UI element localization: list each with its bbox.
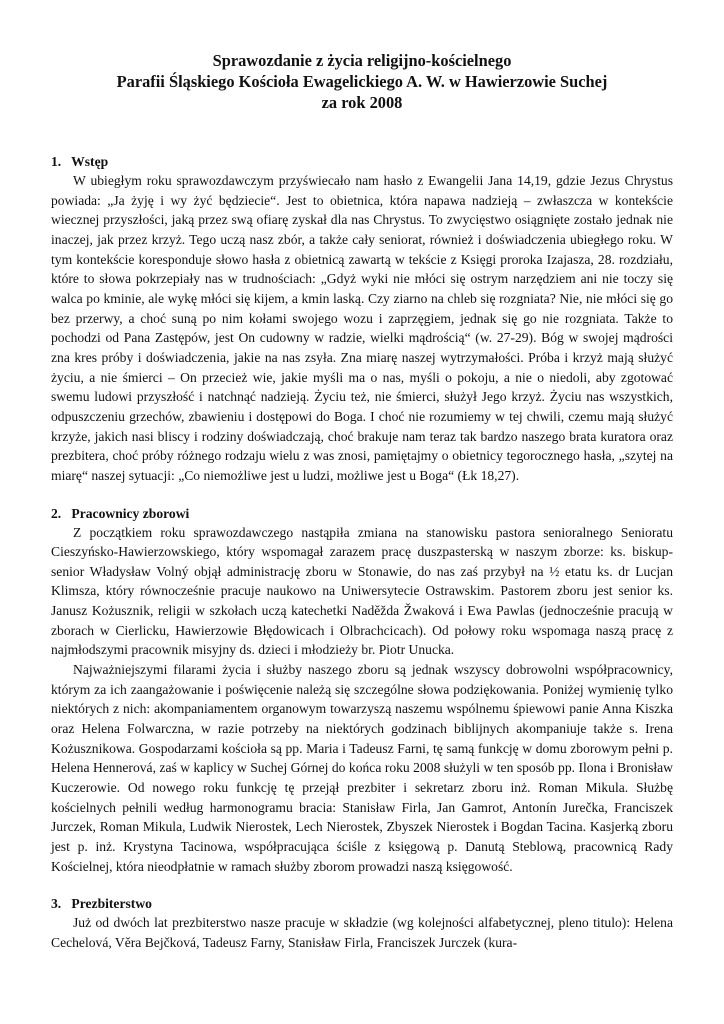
title-line-2: Parafii Śląskiego Kościoła Ewagelickiego A. W. w Hawierzowie Suchej — [116, 72, 608, 91]
title-line-3: za rok 2008 — [321, 93, 403, 112]
paragraph: Już od dwóch lat prezbiterstwo nasze pracuje w składzie (wg kolejności alfabetycznej, pleno titulo): Helena Cechelová, Věra Bejčková, Tadeusz Farny, Stanisław Firla, Franciszek Jurczek (kura- — [51, 915, 673, 950]
section-number: 3. — [51, 896, 62, 912]
section-heading — [51, 153, 673, 171]
section-title: Prezbiterstwo — [71, 896, 152, 912]
paragraph: W ubiegłym roku sprawozdawczym przyświecało nam hasło z Ewangelii Jana 14,19, gdzie Jezus Chrystus powiada: „Ja żyję i wy żyć będziecie“. Jest to obietnica, która napawa nadzieją – zwłaszcza w kontekście wiecznej przyszłości, jaką przez swą ofiarę zyskał dla nas Chrystus. To zwycięstwo osiągnięte zostało jednak nie inaczej, jak przez krzyż. Tego uczą nasz zbór, a także cały seniorat, również i doświadczenia ubiegłego roku. W tym kontekście koresponduje słowo hasła z obietnicą zawartą w tekście z Księgi proroka Izajasza, 28. rozdziału, które to słowa pokrzepiały nas w trudnościach: „Gdyż wyki nie młóci się ostrym narzędziem ani nie toczy się walca po kminie, ale wykę młóci się kijem, a kmin laską. Czy ziarno na chleb się rozgniata? Nie, nie młóci się go bez przerwy, a choć suną po nim kołami swojego wozu i zaprzęgiem, jednak się go nie rozgniata. Także to pochodzi od Pana Zastępów, jest On cudowny w radzie, wielki mądrością“ (w. 27-29). Bóg w swojej mądrości zna kres próby i doświadczenia, jakie na nas zsyła. Zna miarę naszej wytrzymałości. Próba i krzyż mają służyć życiu, a nie śmierci – On przecież wie, jakie myśli ma o nas, myśli o pokoju, a nie o niedoli, aby zgotować swemu ludowi przyszłość i natchnąć nadzieją. Życiu też, nie śmierci, służył Jego krzyż. Życiu nas wszystkich, odpuszczeniu grzechów, zbawieniu i dostępowi do Boga. I choć nie rozumiemy w tej chwili, czemu mają służyć krzyże, jakich nasi bliscy i rodziny doświadczają, choć brakuje nam teraz tak bardzo naszego brata kuratora oraz prezbitera, choć próby różnego rodzaju wielu z was znosi, pamiętajmy o obietnicy tegorocznego hasła, „szytej na miarę“ naszej sytuacji: „Co niemożliwe jest u ludzi, możliwe jest u Boga“ (Łk 18,27). — [51, 173, 673, 483]
section-church-workers — [51, 505, 673, 877]
paragraph: Z początkiem roku sprawozdawczego nastąpiła zmiana na stanowisku pastora senioralnego Senioratu Cieszyńsko-Hawierzowskiego, który wspomagał zarazem pracę duszpasterską w naszym zborze: ks. biskup-senior Władysław Volný objął administrację zboru w Stonawie, do nas zaś przybył na ½ etatu ks. dr Lucjan Klimsza, który równocześnie pracuje naukowo na Uniwersytecie Ostrawskim. Pastorem zboru jest senior ks. Janusz Kożusznik, religii w szkołach uczą katechetki Naděžda Žwaková i Ewa Pawlas (jednocześnie pracują w zborach w Cierlicku, Hawierzowie Błędowicach i Olbrachcicach). Od połowy roku wspomaga naszą pracę z najmłodszymi pracownik misyjny ds. dzieci i młodzieży br. Piotr Unucka. — [51, 524, 673, 658]
section-introduction — [51, 153, 673, 486]
section-heading — [51, 895, 673, 913]
section-presbytery — [51, 895, 673, 952]
document-page — [51, 50, 673, 953]
section-heading — [51, 505, 673, 523]
document-title — [51, 50, 673, 113]
title-line-1: Sprawozdanie z życia religijno-kościelnego — [212, 51, 512, 70]
section-number: 1. — [51, 154, 62, 169]
section-title: Wstęp — [71, 154, 109, 169]
paragraph: Najważniejszymi filarami życia i służby naszego zboru są jednak wszyscy dobrowolni współpracownicy, którym za ich zaangażowanie i poświęcenie należą się szczególne słowa podziękowania. Poniżej wymienię tylko niektórych z nich: akompaniamentem organowym towarzyszą naszemu wspólnemu śpiewowi panie Anna Kiszka oraz Helena Folwarczna, w razie potrzeby na niektórych godzinach biblijnych akompaniuje także s. Irena Kożusznikowa. Gospodarzami kościoła są pp. Maria i Tadeusz Farni, tę samą funkcję w domu zborowym pełni p. Helena Hennerová, zaś w kaplicy w Suchej Górnej do końca roku 2008 służyli w ten sposób pp. Ilona i Bronisław Kuczerowie. Od nowego roku funkcję tę przejął prezbiter i sekretarz zboru inż. Roman Mikula. Służbę kościelnych pełnili według harmonogramu bracia: Stanisław Firla, Jan Gamrot, Antonín Jurečka, Franciszek Jurczek, Roman Mikula, Ludwik Nierostek, Lech Nierostek, Zbyszek Nierostek i Bogdan Tacina. Kasjerką zboru jest p. inż. Krystyna Tacinowa, współpracująca ściśle z księgową p. Danutą Steblową, pracownicą Rady Kościelnej, która nieodpłatnie w ramach służby zborom prowadzi naszą księgowość. — [51, 662, 673, 874]
section-number: 2. — [51, 505, 62, 521]
section-title: Pracownicy zborowi — [71, 505, 190, 521]
